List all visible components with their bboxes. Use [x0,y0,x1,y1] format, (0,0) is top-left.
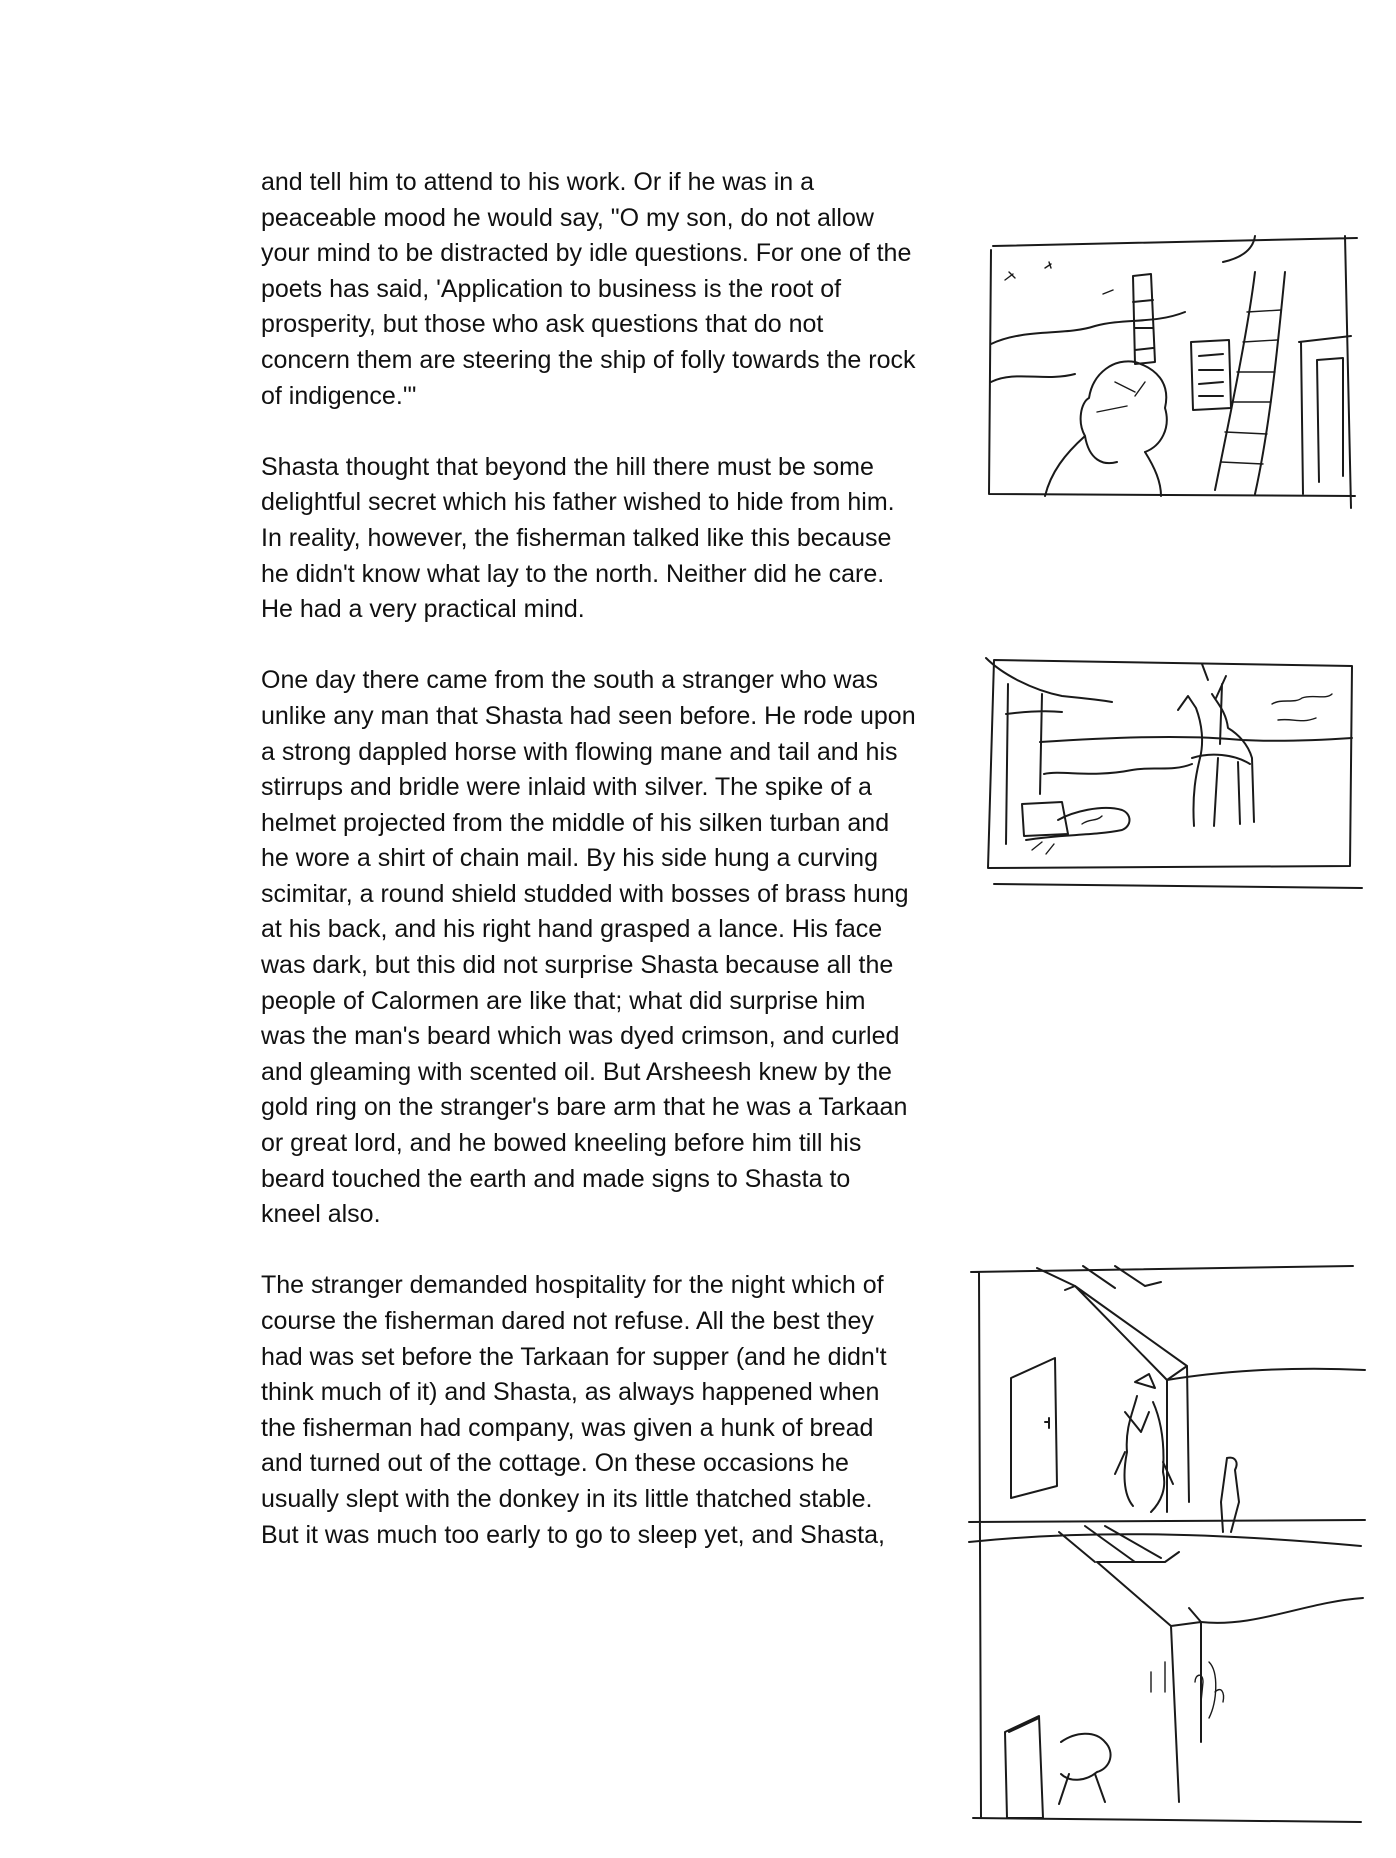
text-line: poets has said, 'Application to business is the root of [261,274,842,303]
paragraph-1 [261,165,981,414]
text-line: he wore a shirt of chain mail. By his side hung a curving [261,844,878,873]
text-line: scimitar, a round shield studded with bosses of brass hung [261,879,909,908]
text-line: people of Calormen are like that; what did surprise him [261,986,866,1015]
text-line: course the fisherman dared not refuse. All the best they [261,1307,874,1335]
text-line: peaceable mood he would say, "O my son, do not allow [261,203,874,232]
text-line: kneel also. [261,1200,381,1229]
text-line: and turned out of the cottage. On these occasions he [261,1449,849,1478]
text-line: usually slept with the donkey in its little thatched stable. [261,1484,873,1513]
text-line: at his back, and his right hand grasped a lance. His face [261,915,883,944]
text-line: your mind to be distracted by idle questions. For one of the [261,239,912,268]
text-line: the fisherman had company, was given a hunk of bread [261,1413,874,1442]
text-line: had was set before the Tarkaan for supper (and he didn't [261,1342,887,1371]
text-line: helmet projected from the middle of his silken turban and [261,808,890,837]
story-text [261,165,981,1589]
text-line: he didn't know what lay to the north. Neither did he care. [261,559,885,588]
text-line: a strong dappled horse with flowing mane and tail and his [261,737,898,766]
text-line: Shasta thought that beyond the hill there must be some [261,452,874,481]
text-line: He had a very practical mind. [261,595,585,624]
storyboard-sketch-ladder [985,232,1367,518]
text-line: delightful secret which his father wished to hide from him. [261,488,895,517]
text-line: prosperity, but those who ask questions that do not [261,310,824,339]
text-line: or great lord, and he bowed kneeling before him till his [261,1129,862,1158]
text-line: of indigence.'" [261,381,417,410]
text-line: think much of it) and Shasta, as always happened when [261,1378,880,1407]
text-line: beard touched the earth and made signs to Shasta to [261,1164,851,1193]
text-line: In reality, however, the fisherman talked like this because [261,523,892,552]
text-line: and gleaming with scented oil. But Arsheesh knew by the [261,1057,892,1086]
storyboard-sketch-doorway [965,1262,1365,1824]
text-line: The stranger demanded hospitality for the night which of [261,1271,884,1300]
text-line: and tell him to attend to his work. Or if he was in a [261,168,815,196]
text-line: stirrups and bridle were inlaid with silver. The spike of a [261,773,872,802]
paragraph-4 [261,1268,981,1553]
paragraph-3 [261,663,981,1233]
paragraph-2 [261,450,981,628]
text-line: gold ring on the stranger's bare arm that he was a Tarkaan [261,1093,908,1122]
text-line: But it was much too early to go to sleep yet, and Shasta, [261,1520,885,1549]
text-line: was dark, but this did not surprise Shasta because all the [261,951,894,980]
text-line: concern them are steering the ship of folly towards the rock [261,345,916,374]
text-line: unlike any man that Shasta had seen before. He rode upon [261,701,916,730]
storyboard-sketch-rider [982,654,1364,894]
text-line: One day there came from the south a stranger who was [261,666,878,695]
text-line: was the man's beard which was dyed crimson, and curled [261,1022,900,1051]
